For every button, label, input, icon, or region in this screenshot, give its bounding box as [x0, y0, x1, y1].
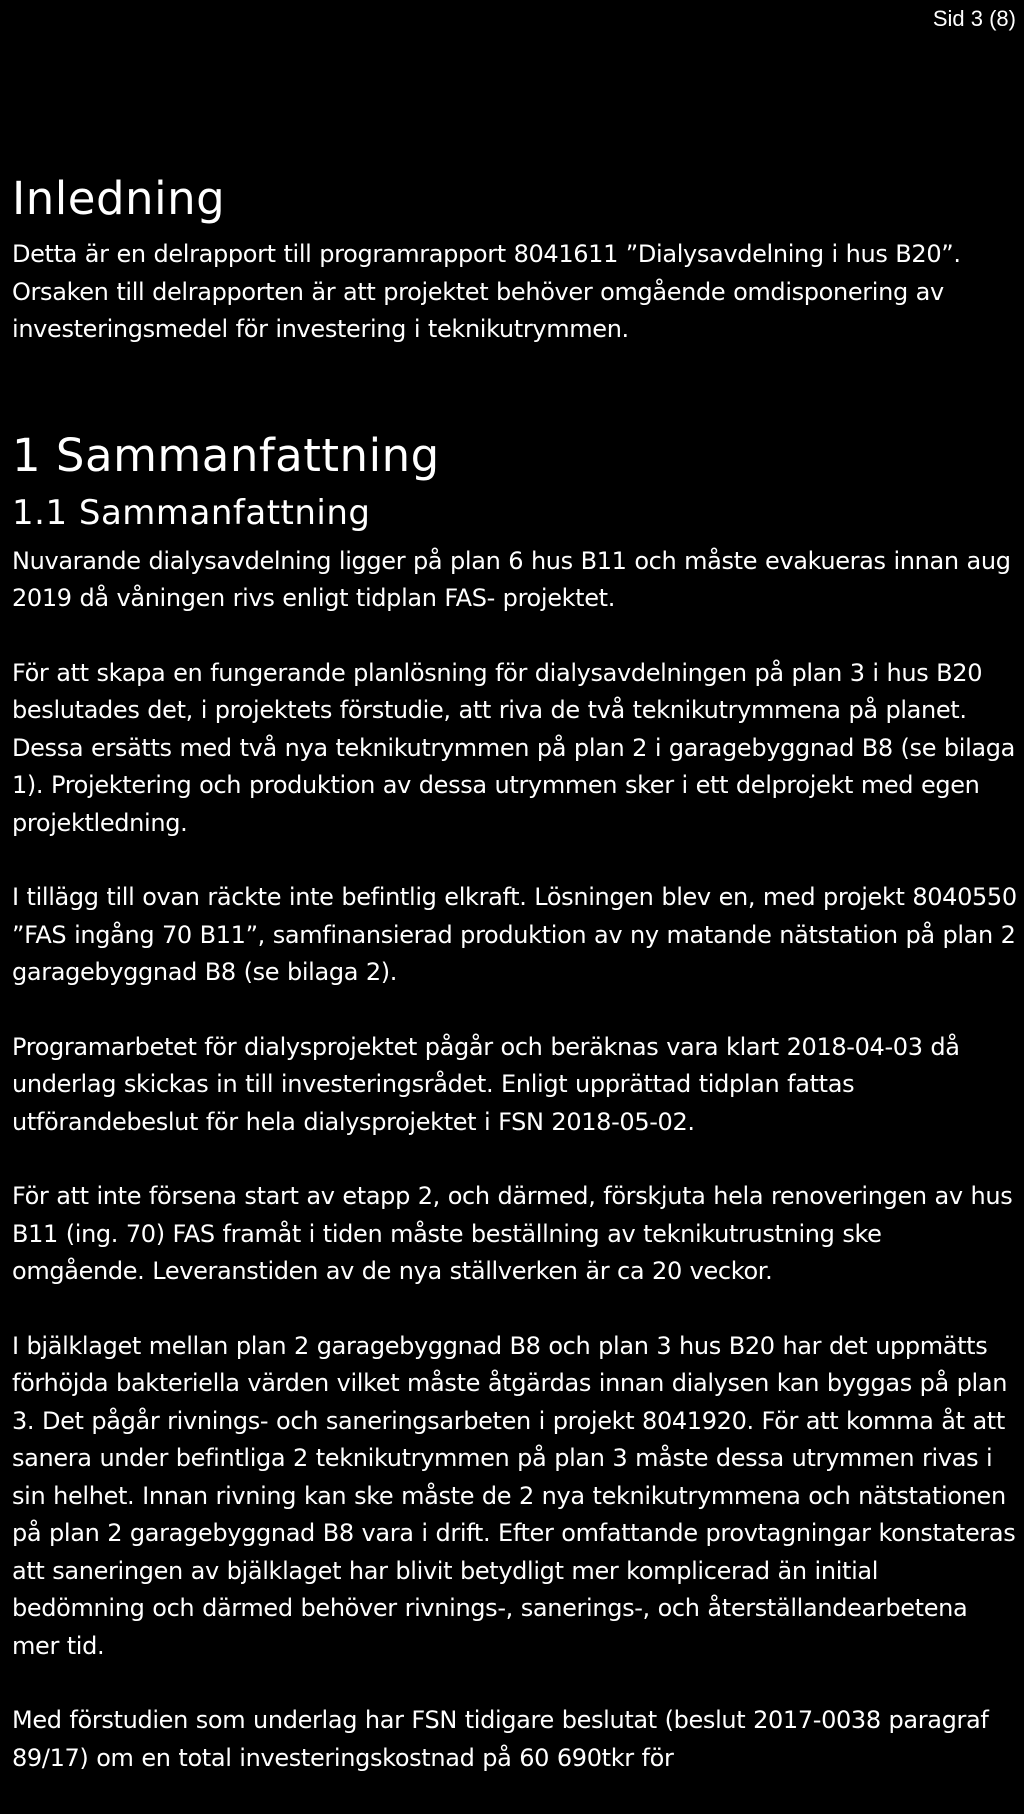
subsection-heading: 1.1 Sammanfattning	[12, 492, 371, 533]
summary-paragraph-7: Med förstudien som underlag har FSN tidigare beslutat (beslut 2017-0038 paragraf 89/17) om en total investeringskostnad på 60 690tkr för	[12, 1706, 989, 1772]
section-heading: 1 Sammanfattning	[12, 428, 440, 482]
summary-paragraph-4: Programarbetet för dialysprojektet pågår och beräknas vara klart 2018-04-03 då underlag skickas in till investeringsrådet. Enligt upprättad tidplan fattas utförandebeslut för hela dialysprojektet i FSN 2018-05-02.	[12, 1032, 960, 1136]
intro-paragraph: Detta är en delrapport till programrapport 8041611 ”Dialysavdelning i hus B20”. Orsaken till delrapporten är att projektet behöver omgående omdisponering av investeringsmedel för investering i teknikutrymmen.	[12, 240, 961, 343]
document-body	[12, 172, 1017, 1814]
summary-paragraph-3: I tillägg till ovan räckte inte befintlig elkraft. Lösningen blev en, med projekt 8040550 ”FAS ingång 70 B11”, samfinansierad produktion av ny matande nätstation på plan 2 garagebyggnad B8 (se bilaga 2).	[12, 883, 1017, 986]
intro-section	[12, 172, 1017, 349]
intro-heading: Inledning	[12, 172, 226, 225]
summary-section	[12, 429, 1017, 1778]
summary-paragraph-1: Nuvarande dialysavdelning ligger på plan 6 hus B11 och måste evakueras innan aug 2019 då våningen rivs enligt tidplan FAS- projektet.	[12, 546, 1011, 612]
summary-paragraph-6: I bjälklaget mellan plan 2 garagebyggnad B8 och plan 3 hus B20 har det uppmätts förhöjda bakteriella värden vilket måste åtgärdas innan dialysen kan byggas på plan 3. Det pågår rivnings- och saneringsarbeten i projekt 8041920. För att komma åt att sanera under befintliga 2 teknikutrymmen på plan 3 måste dessa utrymmen rivas i sin helhet. Innan rivning kan ske måste de 2 nya teknikutrymmena och nätstationen på plan 2 garagebyggnad B8 vara i drift. Efter omfattande provtagningar konstateras att saneringen av bjälklaget har blivit betydligt mer komplicerad än initial bedömning och därmed behöver rivnings-, sanerings-, och återställandearbetena mer tid.	[12, 1331, 1016, 1660]
page-number: Sid 3 (8)	[932, 6, 1016, 31]
summary-paragraph-2: För att skapa en fungerande planlösning för dialysavdelningen på plan 3 i hus B20 beslutades det, i projektets förstudie, att riva de två teknikutrymmena på planet. Dessa ersätts med två nya teknikutrymmen på plan 2 i garagebyggnad B8 (se bilaga 1). Projektering och produktion av dessa utrymmen sker i ett delprojekt med egen projektledning.	[12, 658, 1016, 837]
summary-paragraph-5: För att inte försena start av etapp 2, och därmed, förskjuta hela renoveringen av hus B11 (ing. 70) FAS framåt i tiden måste beställning av teknikutrustning ske omgående. Leveranstiden av de nya ställverken är ca 20 veckor.	[12, 1182, 1013, 1285]
